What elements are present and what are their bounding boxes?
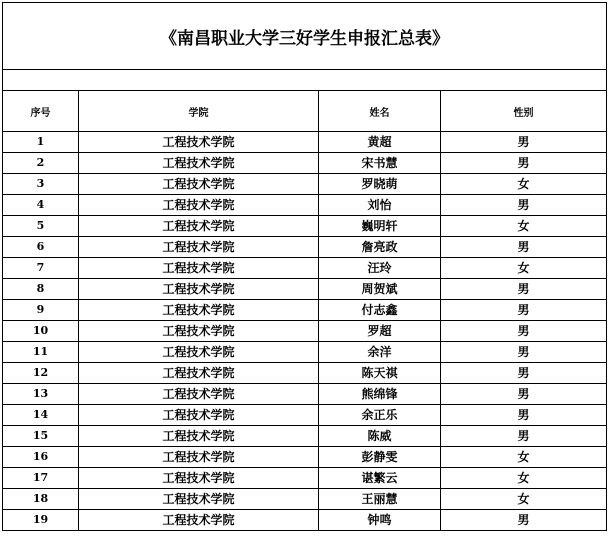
cell-gender[interactable]: 女 — [441, 258, 607, 279]
cell-name[interactable]: 付志鑫 — [319, 300, 441, 321]
table-row — [3, 132, 607, 153]
cell-gender[interactable]: 男 — [441, 321, 607, 342]
cell-index[interactable]: 1 — [3, 132, 79, 153]
cell-gender[interactable]: 女 — [441, 468, 607, 489]
cell-index[interactable]: 12 — [3, 363, 79, 384]
blank-cell[interactable] — [3, 70, 607, 91]
cell-gender[interactable]: 男 — [441, 153, 607, 174]
table-row — [3, 216, 607, 237]
cell-college[interactable]: 工程技术学院 — [79, 300, 319, 321]
cell-gender[interactable]: 男 — [441, 426, 607, 447]
header-gender[interactable]: 性别 — [441, 91, 607, 132]
cell-index[interactable]: 7 — [3, 258, 79, 279]
cell-gender[interactable]: 女 — [441, 489, 607, 510]
cell-name[interactable]: 周贺斌 — [319, 279, 441, 300]
cell-name[interactable]: 陈天祺 — [319, 363, 441, 384]
cell-name[interactable]: 熊绵锋 — [319, 384, 441, 405]
cell-index[interactable]: 10 — [3, 321, 79, 342]
cell-college[interactable]: 工程技术学院 — [79, 258, 319, 279]
cell-gender[interactable]: 男 — [441, 195, 607, 216]
cell-gender[interactable]: 男 — [441, 384, 607, 405]
cell-index[interactable]: 13 — [3, 384, 79, 405]
cell-index[interactable]: 5 — [3, 216, 79, 237]
blank-row — [3, 70, 607, 91]
cell-college[interactable]: 工程技术学院 — [79, 426, 319, 447]
cell-college[interactable]: 工程技术学院 — [79, 405, 319, 426]
cell-college[interactable]: 工程技术学院 — [79, 489, 319, 510]
table-title[interactable]: 《南昌职业大学三好学生申报汇总表》 — [3, 3, 607, 70]
cell-college[interactable]: 工程技术学院 — [79, 510, 319, 531]
cell-name[interactable]: 余正乐 — [319, 405, 441, 426]
cell-name[interactable]: 宋书慧 — [319, 153, 441, 174]
table-row — [3, 384, 607, 405]
table-row — [3, 258, 607, 279]
cell-index[interactable]: 8 — [3, 279, 79, 300]
cell-college[interactable]: 工程技术学院 — [79, 447, 319, 468]
table-row — [3, 426, 607, 447]
title-row — [3, 3, 607, 70]
cell-name[interactable]: 钟鸣 — [319, 510, 441, 531]
cell-index[interactable]: 11 — [3, 342, 79, 363]
header-row — [3, 91, 607, 132]
cell-name[interactable]: 彭静雯 — [319, 447, 441, 468]
cell-gender[interactable]: 男 — [441, 363, 607, 384]
table-row — [3, 447, 607, 468]
summary-table — [2, 2, 607, 531]
cell-college[interactable]: 工程技术学院 — [79, 279, 319, 300]
cell-index[interactable]: 9 — [3, 300, 79, 321]
cell-index[interactable]: 3 — [3, 174, 79, 195]
cell-index[interactable]: 17 — [3, 468, 79, 489]
cell-name[interactable]: 刘怡 — [319, 195, 441, 216]
table-row — [3, 237, 607, 258]
table-row — [3, 468, 607, 489]
cell-college[interactable]: 工程技术学院 — [79, 195, 319, 216]
cell-gender[interactable]: 男 — [441, 300, 607, 321]
header-name[interactable]: 姓名 — [319, 91, 441, 132]
table-row — [3, 321, 607, 342]
table-row — [3, 510, 607, 531]
cell-name[interactable]: 陈威 — [319, 426, 441, 447]
cell-name[interactable]: 汪玲 — [319, 258, 441, 279]
cell-name[interactable]: 余洋 — [319, 342, 441, 363]
cell-index[interactable]: 15 — [3, 426, 79, 447]
table-row — [3, 195, 607, 216]
cell-index[interactable]: 14 — [3, 405, 79, 426]
cell-index[interactable]: 19 — [3, 510, 79, 531]
cell-name[interactable]: 巍明轩 — [319, 216, 441, 237]
cell-college[interactable]: 工程技术学院 — [79, 342, 319, 363]
cell-college[interactable]: 工程技术学院 — [79, 384, 319, 405]
cell-index[interactable]: 18 — [3, 489, 79, 510]
cell-college[interactable]: 工程技术学院 — [79, 132, 319, 153]
table-row — [3, 405, 607, 426]
cell-index[interactable]: 2 — [3, 153, 79, 174]
cell-college[interactable]: 工程技术学院 — [79, 216, 319, 237]
cell-index[interactable]: 6 — [3, 237, 79, 258]
cell-gender[interactable]: 女 — [441, 174, 607, 195]
table-row — [3, 489, 607, 510]
table-row — [3, 342, 607, 363]
cell-gender[interactable]: 男 — [441, 510, 607, 531]
cell-gender[interactable]: 女 — [441, 216, 607, 237]
cell-college[interactable]: 工程技术学院 — [79, 237, 319, 258]
cell-college[interactable]: 工程技术学院 — [79, 363, 319, 384]
cell-college[interactable]: 工程技术学院 — [79, 153, 319, 174]
cell-index[interactable]: 16 — [3, 447, 79, 468]
cell-gender[interactable]: 男 — [441, 279, 607, 300]
cell-gender[interactable]: 男 — [441, 342, 607, 363]
cell-name[interactable]: 罗晓萌 — [319, 174, 441, 195]
table-row — [3, 174, 607, 195]
cell-name[interactable]: 罗超 — [319, 321, 441, 342]
cell-index[interactable]: 4 — [3, 195, 79, 216]
cell-gender[interactable]: 男 — [441, 405, 607, 426]
cell-name[interactable]: 黄超 — [319, 132, 441, 153]
table-row — [3, 279, 607, 300]
cell-name[interactable]: 谌繁云 — [319, 468, 441, 489]
cell-gender[interactable]: 男 — [441, 132, 607, 153]
table-row — [3, 153, 607, 174]
cell-name[interactable]: 王丽慧 — [319, 489, 441, 510]
cell-gender[interactable]: 男 — [441, 237, 607, 258]
cell-college[interactable]: 工程技术学院 — [79, 468, 319, 489]
header-index[interactable]: 序号 — [3, 91, 79, 132]
cell-college[interactable]: 工程技术学院 — [79, 174, 319, 195]
cell-gender[interactable]: 女 — [441, 447, 607, 468]
table-row — [3, 363, 607, 384]
table-row — [3, 300, 607, 321]
header-college[interactable]: 学院 — [79, 91, 319, 132]
cell-name[interactable]: 詹亮政 — [319, 237, 441, 258]
cell-college[interactable]: 工程技术学院 — [79, 321, 319, 342]
